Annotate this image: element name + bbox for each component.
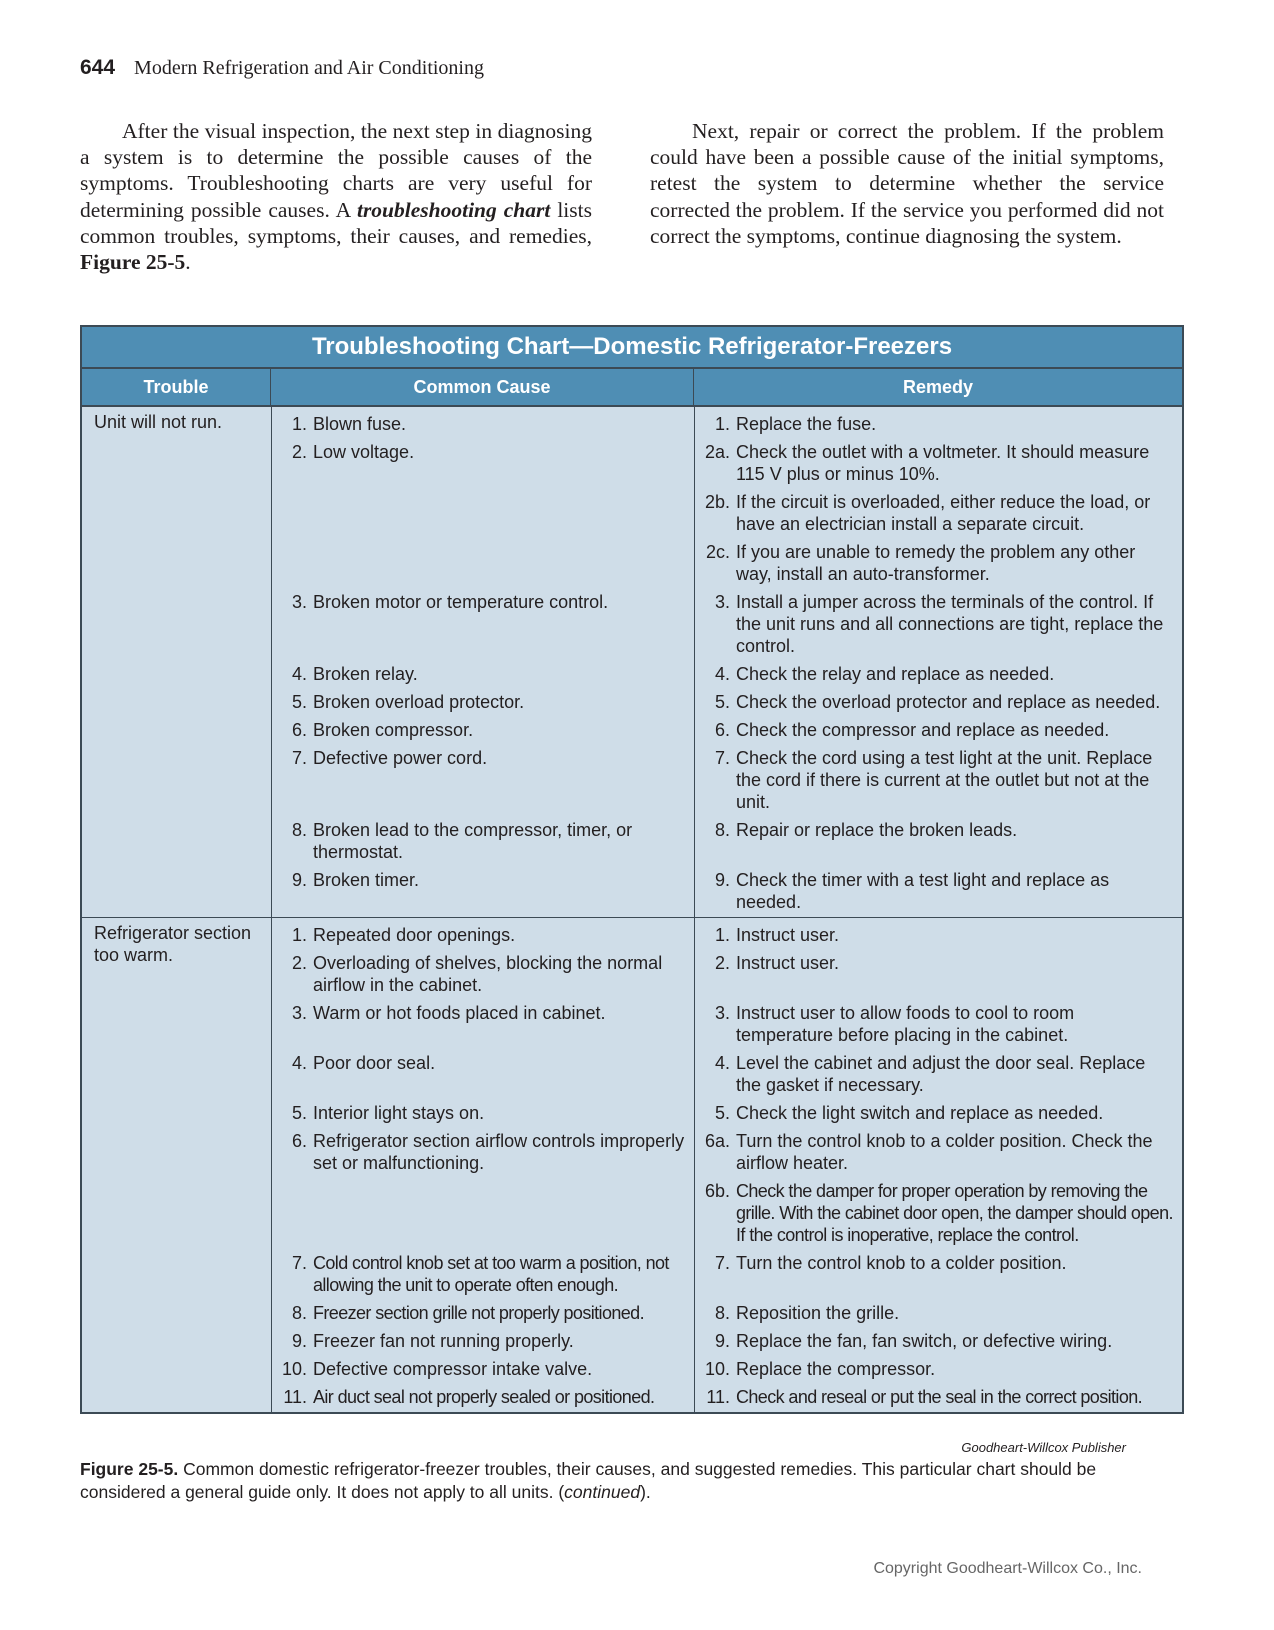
remedy-number: 10.	[704, 1359, 730, 1379]
remedy-cell	[694, 1046, 1182, 1096]
cause-text: Warm or hot foods placed in cabinet.	[313, 1003, 606, 1023]
remedy-cell	[694, 685, 1182, 713]
cause-text: Defective compressor intake valve.	[313, 1359, 593, 1379]
cause-text: Broken relay.	[313, 664, 418, 684]
remedy-text: Replace the fuse.	[736, 414, 877, 434]
remedy-text: Check the light switch and replace as needed.	[736, 1103, 1104, 1123]
publisher-credit: Goodheart-Willcox Publisher	[961, 1440, 1126, 1455]
cause-text: Interior light stays on.	[313, 1103, 485, 1123]
page-header	[80, 56, 484, 80]
remedy-number: 7.	[714, 1253, 730, 1273]
remedy-text: Turn the control knob to a colder position.	[736, 1253, 1067, 1273]
remedy-text: Replace the fan, fan switch, or defective wiring.	[736, 1331, 1113, 1351]
cause-cell	[271, 1296, 694, 1324]
remedy-text: If the circuit is overloaded, either reduce the load, or have an electrician install a separate circuit.	[736, 492, 1151, 534]
remedy-cell	[694, 435, 1182, 585]
remedy-number: 2.	[714, 953, 730, 973]
table-row	[82, 1046, 1182, 1096]
cause-number: 6.	[291, 1131, 307, 1151]
table-row	[82, 1324, 1182, 1352]
cause-number: 4.	[291, 664, 307, 684]
trouble-group	[82, 407, 1182, 918]
trouble-cell: Unit will not run.	[94, 412, 223, 432]
remedy-number: 1.	[714, 925, 730, 945]
remedy-text: Check the timer with a test light and replace as needed.	[736, 870, 1110, 912]
remedy-text: Replace the compressor.	[736, 1359, 936, 1379]
cause-number: 9.	[291, 870, 307, 890]
remedy-cell	[694, 1124, 1182, 1246]
cause-number: 10.	[281, 1359, 307, 1379]
cause-number: 9.	[291, 1331, 307, 1351]
remedy-text: Level the cabinet and adjust the door seal. Replace the gasket if necessary.	[736, 1053, 1146, 1095]
cause-cell	[271, 1380, 694, 1408]
remedy-text: Check the outlet with a voltmeter. It should measure 115 V plus or minus 10%.	[736, 442, 1150, 484]
cause-cell	[271, 1246, 694, 1296]
remedy-text: Check the cord using a test light at the unit. Replace the cord if there is current at the outlet but not at the unit.	[736, 748, 1153, 812]
remedy-cell	[694, 1096, 1182, 1124]
table-row	[82, 863, 1182, 913]
cause-text: Low voltage.	[313, 442, 415, 462]
chart-title: Troubleshooting Chart—Domestic Refrigerator-Freezers	[82, 327, 1182, 369]
header-remedy: Remedy	[902, 377, 974, 397]
remedy-cell	[694, 585, 1182, 657]
cause-text: Defective power cord.	[313, 748, 488, 768]
cause-text: Blown fuse.	[313, 414, 407, 434]
term-troubleshooting-chart: troubleshooting chart	[356, 197, 551, 222]
cause-text: Freezer section grille not properly positioned.	[313, 1303, 644, 1323]
remedy-cell	[694, 863, 1182, 913]
cause-cell	[271, 1324, 694, 1352]
remedy-number: 5.	[714, 692, 730, 712]
table-row	[82, 657, 1182, 685]
cause-cell	[271, 946, 694, 996]
remedy-text: Check the overload protector and replace as needed.	[736, 692, 1161, 712]
remedy-number: 4.	[714, 1053, 730, 1073]
figure-caption: Figure 25-5. Common domestic refrigerator-freezer troubles, their causes, and suggested remedies. This particular chart should be considered a general guide only. It does not apply to all units. (continued).	[80, 1459, 1097, 1502]
table-row	[82, 1380, 1182, 1408]
cause-text: Repeated door openings.	[313, 925, 516, 945]
header-common-cause: Common Cause	[271, 369, 694, 405]
cause-cell	[271, 435, 694, 585]
cause-text: Broken lead to the compressor, timer, or thermostat.	[313, 820, 633, 862]
remedy-text: Reposition the grille.	[736, 1303, 900, 1323]
remedy-cell	[694, 407, 1182, 435]
table-row	[82, 741, 1182, 813]
cause-cell	[271, 918, 694, 946]
cause-number: 8.	[291, 820, 307, 840]
cause-cell	[271, 863, 694, 913]
remedy-number: 2b.	[704, 492, 730, 512]
remedy-cell	[694, 1296, 1182, 1324]
cause-cell	[271, 996, 694, 1046]
cause-text: Air duct seal not properly sealed or positioned.	[313, 1387, 655, 1407]
troubleshooting-chart	[80, 325, 1184, 1414]
remedy-cell	[694, 741, 1182, 813]
remedy-number: 1.	[714, 414, 730, 434]
remedy-text: Check and reseal or put the seal in the correct position.	[736, 1387, 1143, 1407]
remedy-number: 2a.	[704, 442, 730, 462]
remedy-number: 6b.	[704, 1181, 730, 1201]
cause-number: 7.	[291, 748, 307, 768]
figure-reference: Figure 25-5	[80, 250, 186, 275]
cause-text: Broken compressor.	[313, 720, 474, 740]
remedy-cell	[694, 1324, 1182, 1352]
remedy-text: If you are unable to remedy the problem any other way, install an auto-transformer.	[736, 542, 1136, 584]
remedy-number: 6a.	[704, 1131, 730, 1151]
remedy-text: Instruct user to allow foods to cool to room temperature before placing in the cabinet.	[736, 1003, 1075, 1045]
remedy-cell	[694, 657, 1182, 685]
cause-cell	[271, 685, 694, 713]
cause-text: Cold control knob set at too warm a position, not allowing the unit to operate often enough.	[313, 1253, 669, 1295]
remedy-number: 8.	[714, 1303, 730, 1323]
table-row	[82, 996, 1182, 1046]
cause-cell	[271, 407, 694, 435]
table-row	[82, 685, 1182, 713]
trouble-group	[82, 918, 1182, 1412]
remedy-text: Check the damper for proper operation by removing the grille. With the cabinet door open, the damper should open. If the control is inoperative, replace the control.	[736, 1181, 1173, 1245]
cause-cell	[271, 813, 694, 863]
remedy-text: Repair or replace the broken leads.	[736, 820, 1018, 840]
remedy-cell	[694, 1380, 1182, 1408]
cause-number: 1.	[291, 414, 307, 434]
cause-number: 11.	[283, 1387, 307, 1407]
table-row	[82, 1296, 1182, 1324]
cause-number: 6.	[291, 720, 307, 740]
cause-cell	[271, 1124, 694, 1246]
cause-text: Freezer fan not running properly.	[313, 1331, 574, 1351]
trouble-cell: Refrigerator section too warm.	[94, 923, 252, 965]
cause-text: Broken overload protector.	[313, 692, 525, 712]
remedy-number: 9.	[714, 870, 730, 890]
cause-number: 5.	[291, 692, 307, 712]
cause-text: Poor door seal.	[313, 1053, 436, 1073]
header-trouble: Trouble	[82, 369, 271, 405]
cause-cell	[271, 1352, 694, 1380]
cause-number: 2.	[291, 442, 307, 462]
remedy-number: 9.	[714, 1331, 730, 1351]
book-title: Modern Refrigeration and Air Conditioning	[134, 57, 484, 79]
cause-cell	[271, 713, 694, 741]
cause-text: Broken motor or temperature control.	[313, 592, 609, 612]
remedy-cell	[694, 813, 1182, 863]
cause-cell	[271, 1096, 694, 1124]
remedy-text: Install a jumper across the terminals of the control. If the unit runs and all connections are tight, replace the control.	[736, 592, 1164, 656]
chart-header-row	[82, 369, 1182, 407]
remedy-number: 8.	[714, 820, 730, 840]
remedy-text: Turn the control knob to a colder position. Check the airflow heater.	[736, 1131, 1153, 1173]
table-row	[82, 813, 1182, 863]
remedy-number: 3.	[714, 1003, 730, 1023]
remedy-cell	[694, 713, 1182, 741]
cause-text: Overloading of shelves, blocking the normal airflow in the cabinet.	[313, 953, 663, 995]
remedy-text: Check the compressor and replace as needed.	[736, 720, 1110, 740]
cause-text: Broken timer.	[313, 870, 420, 890]
cause-cell	[271, 585, 694, 657]
table-row	[82, 1246, 1182, 1296]
remedy-number: 11.	[706, 1387, 730, 1407]
remedy-cell	[694, 1352, 1182, 1380]
table-row	[82, 1096, 1182, 1124]
table-row	[82, 1352, 1182, 1380]
remedy-text: Instruct user.	[736, 953, 840, 973]
chart-body	[82, 407, 1182, 1412]
cause-number: 3.	[291, 1003, 307, 1023]
remedy-cell	[694, 1246, 1182, 1296]
remedy-number: 7.	[714, 748, 730, 768]
cause-number: 1.	[291, 925, 307, 945]
body-paragraph-left: After the visual inspection, the next step in diagnosing a system is to determine the possible causes of the symptoms. Troubleshooting charts are very useful for determining possible causes. A troubleshooting chart lists common troubles, symptoms, their causes, and remedies, Figure 25-5.	[80, 119, 592, 275]
cause-number: 5.	[291, 1103, 307, 1123]
remedy-number: 4.	[714, 664, 730, 684]
remedy-text: Check the relay and replace as needed.	[736, 664, 1055, 684]
table-row	[82, 713, 1182, 741]
copyright-notice: Copyright Goodheart-Willcox Co., Inc.	[873, 1560, 1142, 1577]
remedy-cell	[694, 946, 1182, 996]
table-row	[82, 1124, 1182, 1246]
body-paragraph-right: Next, repair or correct the problem. If the problem could have been a possible cause of the initial symptoms, retest the system to determine whether the service corrected the problem. If the service you performed did not correct the symptoms, continue diagnosing the system.	[650, 119, 1164, 248]
cause-number: 8.	[291, 1303, 307, 1323]
cause-cell	[271, 1046, 694, 1096]
remedy-cell	[694, 918, 1182, 946]
remedy-number: 5.	[714, 1103, 730, 1123]
remedy-cell	[694, 996, 1182, 1046]
cause-number: 2.	[291, 953, 307, 973]
table-row	[82, 585, 1182, 657]
cause-number: 7.	[291, 1253, 307, 1273]
cause-cell	[271, 741, 694, 813]
cause-number: 3.	[291, 592, 307, 612]
remedy-number: 2c.	[705, 542, 730, 562]
cause-cell	[271, 657, 694, 685]
remedy-number: 6.	[714, 720, 730, 740]
remedy-text: Instruct user.	[736, 925, 840, 945]
table-row	[82, 435, 1182, 585]
remedy-number: 3.	[714, 592, 730, 612]
page-number: 644	[80, 56, 116, 79]
caption-label: Figure 25-5.	[80, 1459, 179, 1479]
cause-text: Refrigerator section airflow controls improperly set or malfunctioning.	[313, 1131, 685, 1173]
cause-number: 4.	[291, 1053, 307, 1073]
